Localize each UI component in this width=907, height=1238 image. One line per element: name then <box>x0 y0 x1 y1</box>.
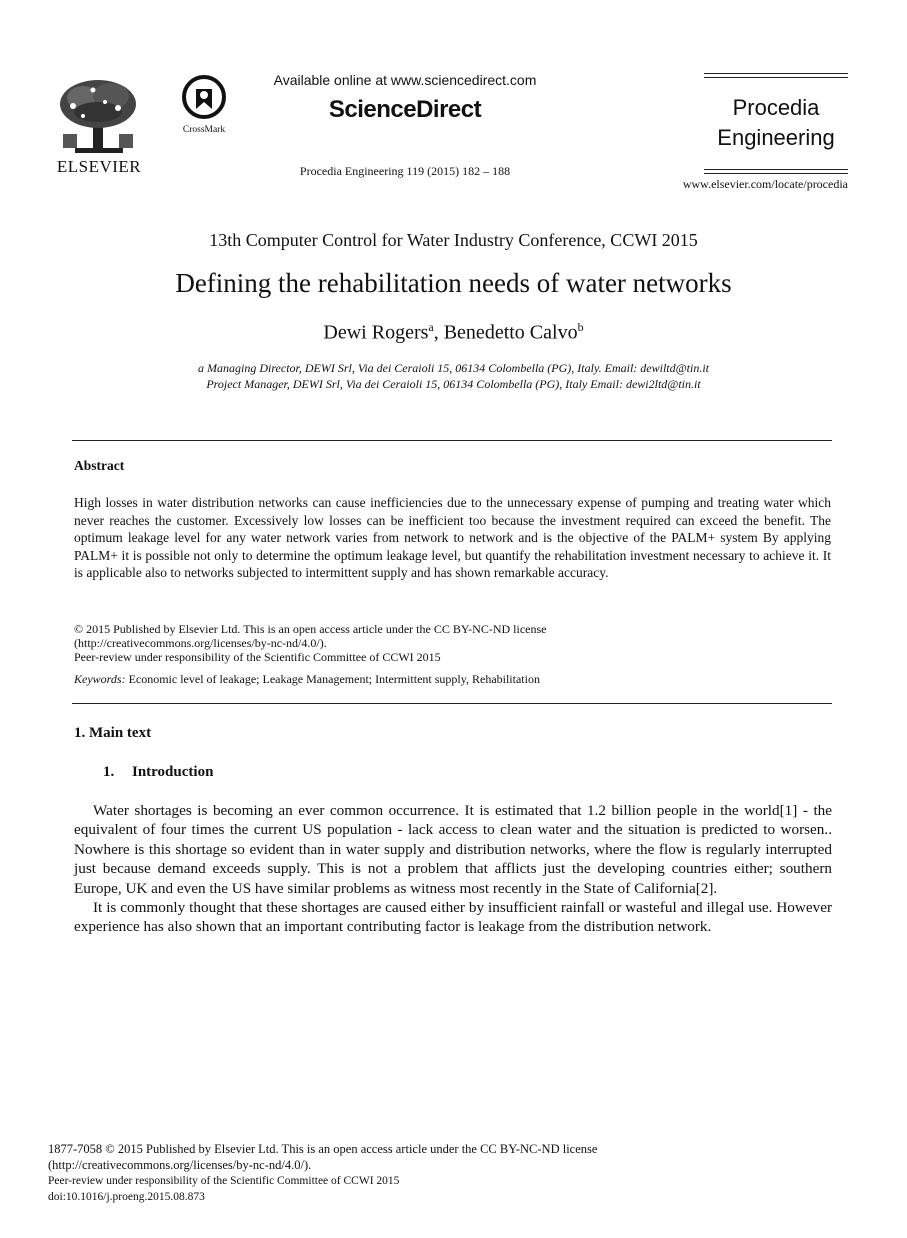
elsevier-tree-logo <box>53 76 145 158</box>
footer-doi[interactable]: doi:10.1016/j.proeng.2015.08.873 <box>48 1191 205 1203</box>
divider <box>72 440 832 441</box>
journal-reference: Procedia Engineering 119 (2015) 182 – 188 <box>299 164 511 178</box>
affiliation-a: a Managing Director, DEWI Srl, Via dei Ceraioli 15, 06134 Colombella (PG), Italy. Email: dewiltd@tin.it <box>198 361 709 375</box>
footer-license-link[interactable]: (http://creativecommons.org/licenses/by-nc-nd/4.0/). <box>48 1158 312 1172</box>
author-affiliation-mark: b <box>577 320 584 334</box>
author-name: Benedetto Calvo <box>443 321 578 344</box>
journal-title <box>704 93 848 153</box>
divider <box>72 703 832 704</box>
paragraph: Water shortages is becoming an ever common occurrence. It is estimated that 1.2 billion people in the world[1] - the equivalent of four times the current US population - lack access to clean water and the situation is predicted to worsen.. Nowhere is this shortage so evident than in water supply and distribution networks, where the flow is regularly interrupted just because demand exceeds supply. This is not a problem that afflicts just the developing countries either; southern Europe, UK and even the US have similar problems as witness most recently in the State of California[2]. <box>74 802 832 897</box>
page-footer <box>48 1141 848 1205</box>
section-heading: 1. Main text <box>74 725 152 741</box>
abstract-heading: Abstract <box>74 458 125 473</box>
subsection-number: 1. <box>103 764 115 780</box>
crossmark-badge[interactable] <box>180 75 228 135</box>
crossmark-label: CrossMark <box>182 125 226 135</box>
author-name: Dewi Rogers <box>323 321 429 344</box>
journal-title-line1: Procedia <box>732 95 820 120</box>
copyright-line: © 2015 Published by Elsevier Ltd. This is an open access article under the CC BY-NC-ND license <box>74 622 547 636</box>
peer-review-note: Peer-review under responsibility of the Scientific Committee of CCWI 2015 <box>74 650 441 664</box>
journal-title-box <box>704 73 848 175</box>
conference-name: 13th Computer Control for Water Industry Conference, CCWI 2015 <box>209 230 698 250</box>
author-list <box>0 320 907 345</box>
journal-title-line2: Engineering <box>717 125 835 150</box>
copyright-notice <box>74 622 831 664</box>
keywords-list: Economic level of leakage; Leakage Management; Intermittent supply, Rehabilitation <box>125 672 540 686</box>
footer-copyright: 1877-7058 © 2015 Published by Elsevier Ltd. This is an open access article under the CC BY-NC-ND license <box>48 1142 598 1156</box>
subsection-title: Introduction <box>132 764 214 780</box>
author-affiliation-mark: a <box>428 320 434 334</box>
abstract-text: High losses in water distribution networks can cause inefficiencies due to the unnecessary expense of pumping and treating water which never reaches the customer. Excessively low losses can be inefficient too because the investment required can exceed the benefit. The optimum leakage level for any water network varies from network to network and is the objective of the PALM+ system By applying PALM+ it is possible not only to determine the optimum leakage level, but quantify the rehabilitation investment necessary to achieve it. It is applicable also to networks subjected to intermittent supply and has shown remarkable accuracy. <box>74 495 831 581</box>
paper-title: Defining the rehabilitation needs of water networks <box>175 268 732 298</box>
affiliation-b: Project Manager, DEWI Srl, Via dei Ceraioli 15, 06134 Colombella (PG), Italy Email: dewi2ltd@tin.it <box>206 377 701 391</box>
available-online-text[interactable]: Available online at www.sciencedirect.com <box>273 72 537 88</box>
paragraph: It is commonly thought that these shortages are caused either by insufficient rainfall or wasteful and illegal use. However experience has also shown that an important contributing factor is leakage from the distribution network. <box>74 899 832 936</box>
footer-peer-review: Peer-review under responsibility of the Scientific Committee of CCWI 2015 <box>48 1175 400 1187</box>
body-text <box>74 801 832 937</box>
elsevier-wordmark: ELSEVIER <box>56 157 142 176</box>
author-separator: , <box>433 321 444 344</box>
journal-url-link[interactable]: www.elsevier.com/locate/procedia <box>682 177 848 191</box>
subsection-heading <box>103 764 213 781</box>
keywords <box>74 672 831 687</box>
crossmark-icon <box>182 75 226 119</box>
sciencedirect-logo[interactable]: ScienceDirect <box>328 96 482 123</box>
license-link[interactable]: (http://creativecommons.org/licenses/by-nc-nd/4.0/). <box>74 636 327 650</box>
keywords-label: Keywords: <box>74 672 126 686</box>
